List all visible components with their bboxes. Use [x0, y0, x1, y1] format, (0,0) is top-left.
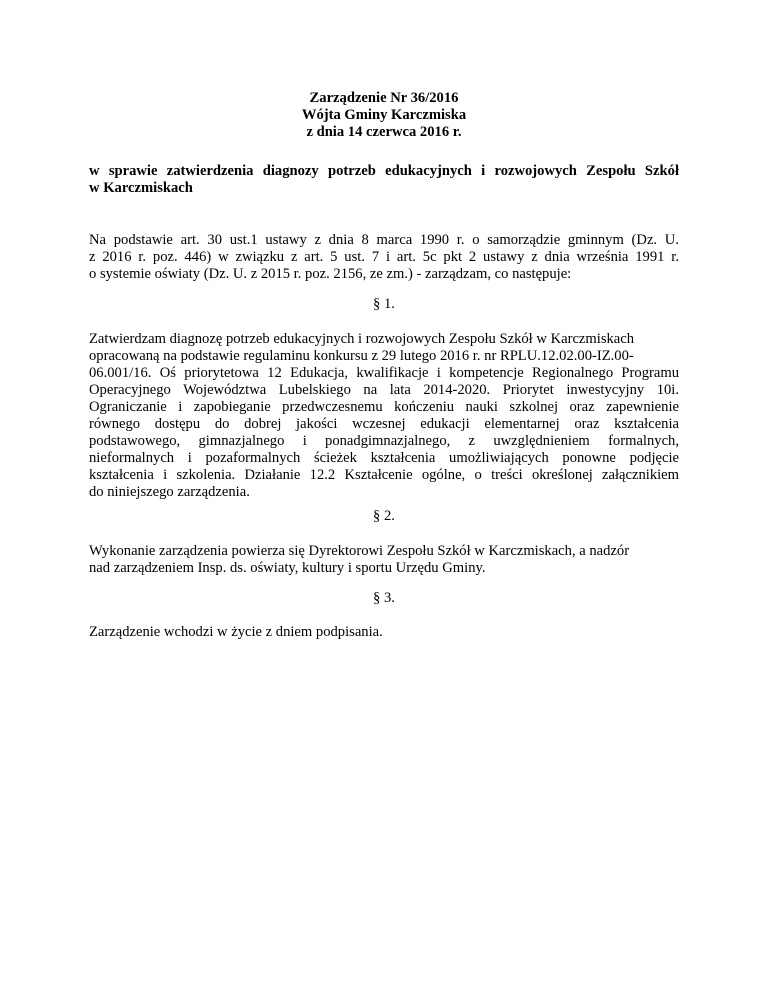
document-header [0, 90, 768, 141]
subject-line: w Karczmiskach [89, 180, 193, 196]
body-line: Zatwierdzam diagnozę potrzeb edukacyjnych i rozwojowych Zespołu Szkół w Karczmiskach [89, 331, 635, 347]
body-line: równego dostępu do dobrej jakości wczesnej edukacji elementarnej oraz kształcenia [89, 416, 679, 432]
body-line: nieformalnych i pozaformalnych ścieżek kształcenia umożliwiających ponowne podjęcie [89, 450, 679, 466]
body-line: kształcenia i szkolenia. Działanie 12.2 Kształcenie ogólne, o treści określonej załącznikiem [89, 467, 679, 483]
body-line: do niniejszego zarządzenia. [89, 484, 250, 500]
subject [89, 163, 679, 197]
issue-date: z dnia 14 czerwca 2016 r. [306, 124, 462, 140]
body-line: Wykonanie zarządzenia powierza się Dyrektorowi Zespołu Szkół w Karczmiskach, a nadzór [89, 543, 630, 559]
body-line: opracowaną na podstawie regulaminu konkursu z 29 lutego 2016 r. nr RPLU.12.02.00-IZ.00- [89, 348, 634, 364]
issuer: Wójta Gminy Karczmiska [301, 107, 467, 123]
preamble [89, 232, 679, 283]
section-3-body [89, 624, 679, 641]
section-2-body [89, 543, 679, 577]
body-line: Zarządzenie wchodzi w życie z dniem podpisania. [89, 624, 383, 640]
body-line: Ograniczanie i zapobieganie przedwczesnemu kończeniu nauki szkolnej oraz zapewnienie [89, 399, 679, 415]
section-heading-1: § 1. [373, 296, 395, 312]
body-line: podstawowego, gimnazjalnego i ponadgimnazjalnego, z uwzględnieniem formalnych, [89, 433, 679, 449]
ordinance-number: Zarządzenie Nr 36/2016 [309, 90, 459, 106]
section-1-body [89, 331, 679, 501]
section-heading-2: § 2. [373, 508, 395, 524]
preamble-line: z 2016 r. poz. 446) w związku z art. 5 ust. 7 i art. 5c pkt 2 ustawy z dnia września 1991 r. [89, 249, 679, 265]
body-line: nad zarządzeniem Insp. ds. oświaty, kultury i sportu Urzędu Gminy. [89, 560, 486, 576]
body-line: 06.001/16. Oś priorytetowa 12 Edukacja, kwalifikacje i kompetencje Regionalnego Programu [89, 365, 679, 381]
subject-line: w sprawie zatwierdzenia diagnozy potrzeb edukacyjnych i rozwojowych Zespołu Szkół [89, 163, 679, 179]
section-heading-3: § 3. [373, 590, 395, 606]
body-line: Operacyjnego Województwa Lubelskiego na lata 2014-2020. Priorytet inwestycyjny 10i. [89, 382, 679, 398]
preamble-line: o systemie oświaty (Dz. U. z 2015 r. poz. 2156, ze zm.) - zarządzam, co następuje: [89, 266, 572, 282]
preamble-line: Na podstawie art. 30 ust.1 ustawy z dnia 8 marca 1990 r. o samorządzie gminnym (Dz. U. [89, 232, 679, 248]
